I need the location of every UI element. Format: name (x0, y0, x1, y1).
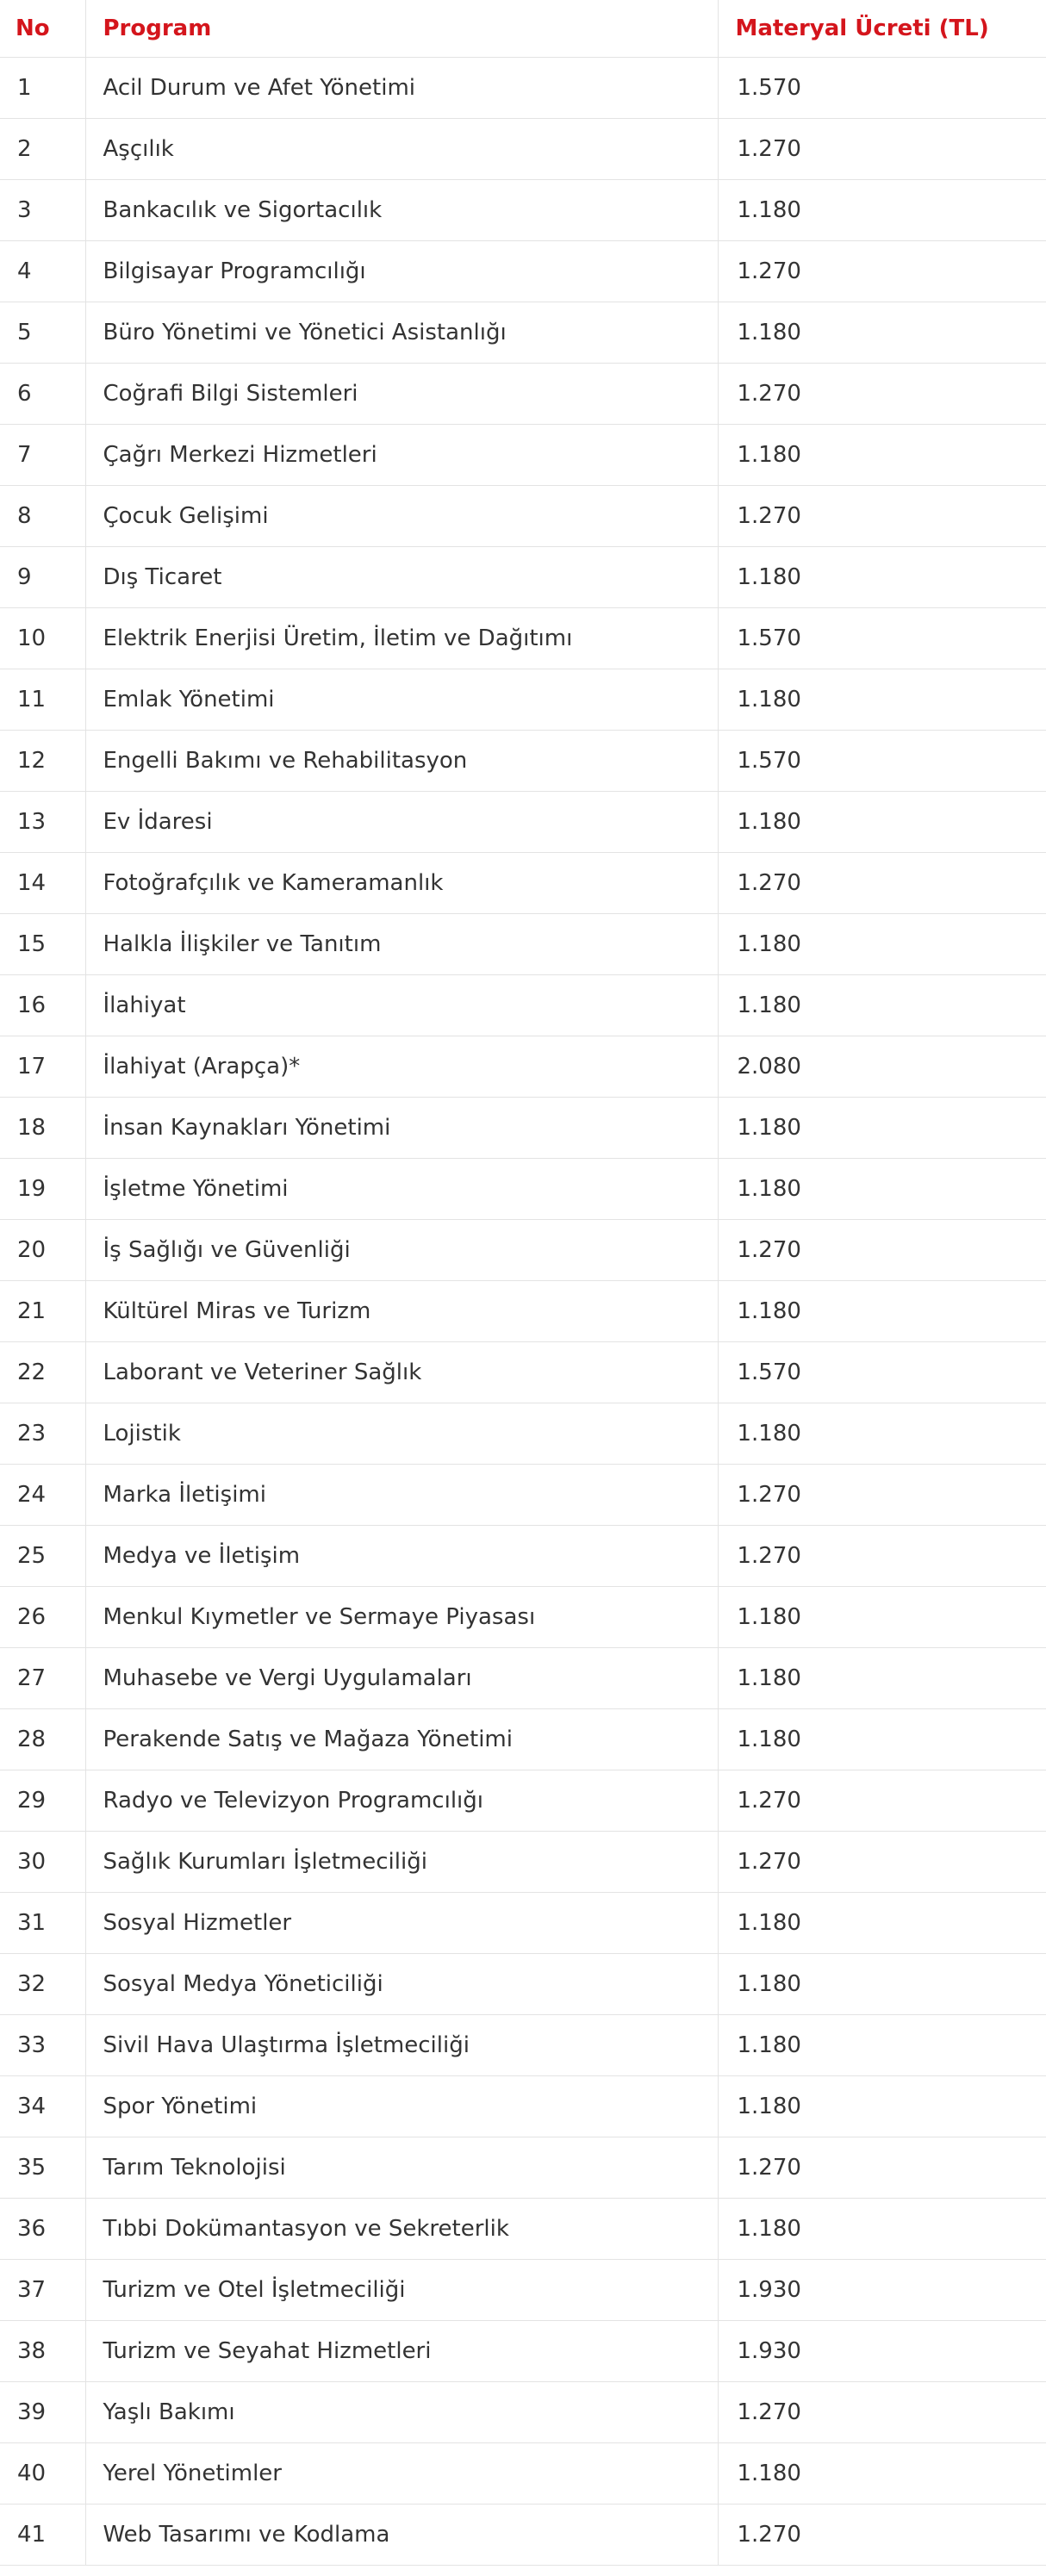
row-number: 30 (0, 1831, 85, 1892)
row-number: 29 (0, 1770, 85, 1831)
table-row (0, 1097, 1046, 1158)
program-name: Acil Durum ve Afet Yönetimi (85, 57, 718, 118)
row-number: 41 (0, 2504, 85, 2565)
row-number: 24 (0, 1464, 85, 1525)
material-fee: 1.180 (718, 2014, 1046, 2075)
program-name: Kültürel Miras ve Turizm (85, 1280, 718, 1341)
table-row (0, 913, 1046, 974)
program-name: Sosyal Hizmetler (85, 1892, 718, 1953)
table-body (0, 57, 1046, 2565)
program-name: Web Tasarımı ve Kodlama (85, 2504, 718, 2565)
table-row (0, 57, 1046, 118)
table-row (0, 1647, 1046, 1708)
row-number: 37 (0, 2259, 85, 2320)
material-fee: 1.180 (718, 1586, 1046, 1647)
material-fee: 1.180 (718, 546, 1046, 607)
program-name: Tıbbi Dokümantasyon ve Sekreterlik (85, 2198, 718, 2259)
material-fee: 1.270 (718, 485, 1046, 546)
program-name: Spor Yönetimi (85, 2075, 718, 2137)
table-row (0, 1280, 1046, 1341)
table-row (0, 1036, 1046, 1097)
row-number: 12 (0, 730, 85, 791)
material-fee: 1.180 (718, 2442, 1046, 2504)
row-number: 22 (0, 1341, 85, 1403)
table-row (0, 1158, 1046, 1219)
material-fee: 1.270 (718, 2137, 1046, 2198)
program-name: Radyo ve Televizyon Programcılığı (85, 1770, 718, 1831)
program-name: Aşçılık (85, 118, 718, 179)
table-row (0, 2198, 1046, 2259)
table-row (0, 424, 1046, 485)
row-number: 27 (0, 1647, 85, 1708)
row-number: 14 (0, 852, 85, 913)
row-number: 26 (0, 1586, 85, 1647)
program-name: Medya ve İletişim (85, 1525, 718, 1586)
program-name: Muhasebe ve Vergi Uygulamaları (85, 1647, 718, 1708)
program-name: Elektrik Enerjisi Üretim, İletim ve Dağıtımı (85, 607, 718, 669)
material-fee: 1.270 (718, 1770, 1046, 1831)
table-row (0, 607, 1046, 669)
table-row (0, 1464, 1046, 1525)
row-number: 19 (0, 1158, 85, 1219)
material-fee: 1.270 (718, 2381, 1046, 2442)
material-fee: 1.180 (718, 913, 1046, 974)
material-fee: 1.180 (718, 669, 1046, 730)
program-name: İlahiyat (Arapça)* (85, 1036, 718, 1097)
program-name: Tarım Teknolojisi (85, 2137, 718, 2198)
row-number: 31 (0, 1892, 85, 1953)
row-number: 35 (0, 2137, 85, 2198)
table-row (0, 730, 1046, 791)
row-number: 36 (0, 2198, 85, 2259)
material-fee: 1.180 (718, 1953, 1046, 2014)
program-name: Halkla İlişkiler ve Tanıtım (85, 913, 718, 974)
program-name: İnsan Kaynakları Yönetimi (85, 1097, 718, 1158)
program-name: İlahiyat (85, 974, 718, 1036)
program-name: Ev İdaresi (85, 791, 718, 852)
table-row (0, 2137, 1046, 2198)
row-number: 25 (0, 1525, 85, 1586)
table-row (0, 485, 1046, 546)
row-number: 2 (0, 118, 85, 179)
column-header-program: Program (85, 0, 718, 57)
table-row (0, 1525, 1046, 1586)
table-row (0, 1831, 1046, 1892)
material-fee: 1.180 (718, 974, 1046, 1036)
program-name: Perakende Satış ve Mağaza Yönetimi (85, 1708, 718, 1770)
material-fee: 1.180 (718, 1647, 1046, 1708)
program-name: Coğrafi Bilgi Sistemleri (85, 363, 718, 424)
row-number: 34 (0, 2075, 85, 2137)
table-row (0, 791, 1046, 852)
table-row (0, 1341, 1046, 1403)
program-name: Çağrı Merkezi Hizmetleri (85, 424, 718, 485)
row-number: 40 (0, 2442, 85, 2504)
table-row (0, 546, 1046, 607)
row-number: 17 (0, 1036, 85, 1097)
row-number: 15 (0, 913, 85, 974)
program-name: Engelli Bakımı ve Rehabilitasyon (85, 730, 718, 791)
table-row (0, 2504, 1046, 2565)
table-row (0, 1770, 1046, 1831)
material-fee: 1.570 (718, 730, 1046, 791)
table-row (0, 2014, 1046, 2075)
program-name: Yaşlı Bakımı (85, 2381, 718, 2442)
material-fee: 1.570 (718, 1341, 1046, 1403)
table-row (0, 1219, 1046, 1280)
column-header-fee: Materyal Ücreti (TL) (718, 0, 1046, 57)
program-name: Emlak Yönetimi (85, 669, 718, 730)
material-fee: 2.080 (718, 1036, 1046, 1097)
table-row (0, 2320, 1046, 2381)
table-row (0, 2259, 1046, 2320)
material-fee: 1.270 (718, 118, 1046, 179)
table-row (0, 118, 1046, 179)
table-row (0, 1953, 1046, 2014)
material-fee: 1.270 (718, 1219, 1046, 1280)
material-fee: 1.270 (718, 2504, 1046, 2565)
table-row (0, 852, 1046, 913)
program-name: Laborant ve Veteriner Sağlık (85, 1341, 718, 1403)
row-number: 18 (0, 1097, 85, 1158)
table-row (0, 1586, 1046, 1647)
row-number: 9 (0, 546, 85, 607)
program-name: Marka İletişimi (85, 1464, 718, 1525)
table-row (0, 1708, 1046, 1770)
material-fee: 1.180 (718, 1708, 1046, 1770)
program-name: İş Sağlığı ve Güvenliği (85, 1219, 718, 1280)
program-name: Sosyal Medya Yöneticiliği (85, 1953, 718, 2014)
program-name: Yerel Yönetimler (85, 2442, 718, 2504)
row-number: 13 (0, 791, 85, 852)
row-number: 1 (0, 57, 85, 118)
row-number: 16 (0, 974, 85, 1036)
program-name: Turizm ve Seyahat Hizmetleri (85, 2320, 718, 2381)
material-fee: 1.180 (718, 1280, 1046, 1341)
program-name: Bilgisayar Programcılığı (85, 240, 718, 302)
material-fee: 1.180 (718, 2075, 1046, 2137)
material-fee: 1.270 (718, 1831, 1046, 1892)
material-fee: 1.180 (718, 424, 1046, 485)
row-number: 21 (0, 1280, 85, 1341)
material-fee: 1.270 (718, 1525, 1046, 1586)
program-name: Sivil Hava Ulaştırma İşletmeciliği (85, 2014, 718, 2075)
material-fee: 1.570 (718, 57, 1046, 118)
program-name: Lojistik (85, 1403, 718, 1464)
program-name: Menkul Kıymetler ve Sermaye Piyasası (85, 1586, 718, 1647)
material-fee: 1.270 (718, 240, 1046, 302)
table-row (0, 302, 1046, 363)
row-number: 4 (0, 240, 85, 302)
program-name: Büro Yönetimi ve Yönetici Asistanlığı (85, 302, 718, 363)
program-name: Fotoğrafçılık ve Kameramanlık (85, 852, 718, 913)
header-row (0, 0, 1046, 57)
material-fee: 1.930 (718, 2259, 1046, 2320)
row-number: 38 (0, 2320, 85, 2381)
row-number: 33 (0, 2014, 85, 2075)
row-number: 7 (0, 424, 85, 485)
program-name: Sağlık Kurumları İşletmeciliği (85, 1831, 718, 1892)
row-number: 32 (0, 1953, 85, 2014)
row-number: 5 (0, 302, 85, 363)
program-name: Bankacılık ve Sigortacılık (85, 179, 718, 240)
program-name: Turizm ve Otel İşletmeciliği (85, 2259, 718, 2320)
material-fee: 1.180 (718, 1892, 1046, 1953)
row-number: 10 (0, 607, 85, 669)
material-fee: 1.270 (718, 363, 1046, 424)
material-fee: 1.930 (718, 2320, 1046, 2381)
table-row (0, 2075, 1046, 2137)
row-number: 20 (0, 1219, 85, 1280)
material-fee: 1.180 (718, 1158, 1046, 1219)
material-fee: 1.180 (718, 791, 1046, 852)
row-number: 28 (0, 1708, 85, 1770)
program-name: İşletme Yönetimi (85, 1158, 718, 1219)
material-fee: 1.180 (718, 179, 1046, 240)
material-fee: 1.270 (718, 1464, 1046, 1525)
table-row (0, 179, 1046, 240)
program-name: Çocuk Gelişimi (85, 485, 718, 546)
program-name: Dış Ticaret (85, 546, 718, 607)
table-row (0, 240, 1046, 302)
table-row (0, 363, 1046, 424)
row-number: 39 (0, 2381, 85, 2442)
table-row (0, 669, 1046, 730)
material-fee: 1.180 (718, 2198, 1046, 2259)
row-number: 8 (0, 485, 85, 546)
column-header-no: No (0, 0, 85, 57)
material-fee: 1.180 (718, 302, 1046, 363)
table-row (0, 974, 1046, 1036)
row-number: 23 (0, 1403, 85, 1464)
table-row (0, 1892, 1046, 1953)
table-header (0, 0, 1046, 57)
material-fee: 1.180 (718, 1097, 1046, 1158)
table-row (0, 2381, 1046, 2442)
row-number: 6 (0, 363, 85, 424)
row-number: 11 (0, 669, 85, 730)
row-number: 3 (0, 179, 85, 240)
material-fee: 1.570 (718, 607, 1046, 669)
material-fee: 1.180 (718, 1403, 1046, 1464)
table-row (0, 1403, 1046, 1464)
material-fee: 1.270 (718, 852, 1046, 913)
table-row (0, 2442, 1046, 2504)
